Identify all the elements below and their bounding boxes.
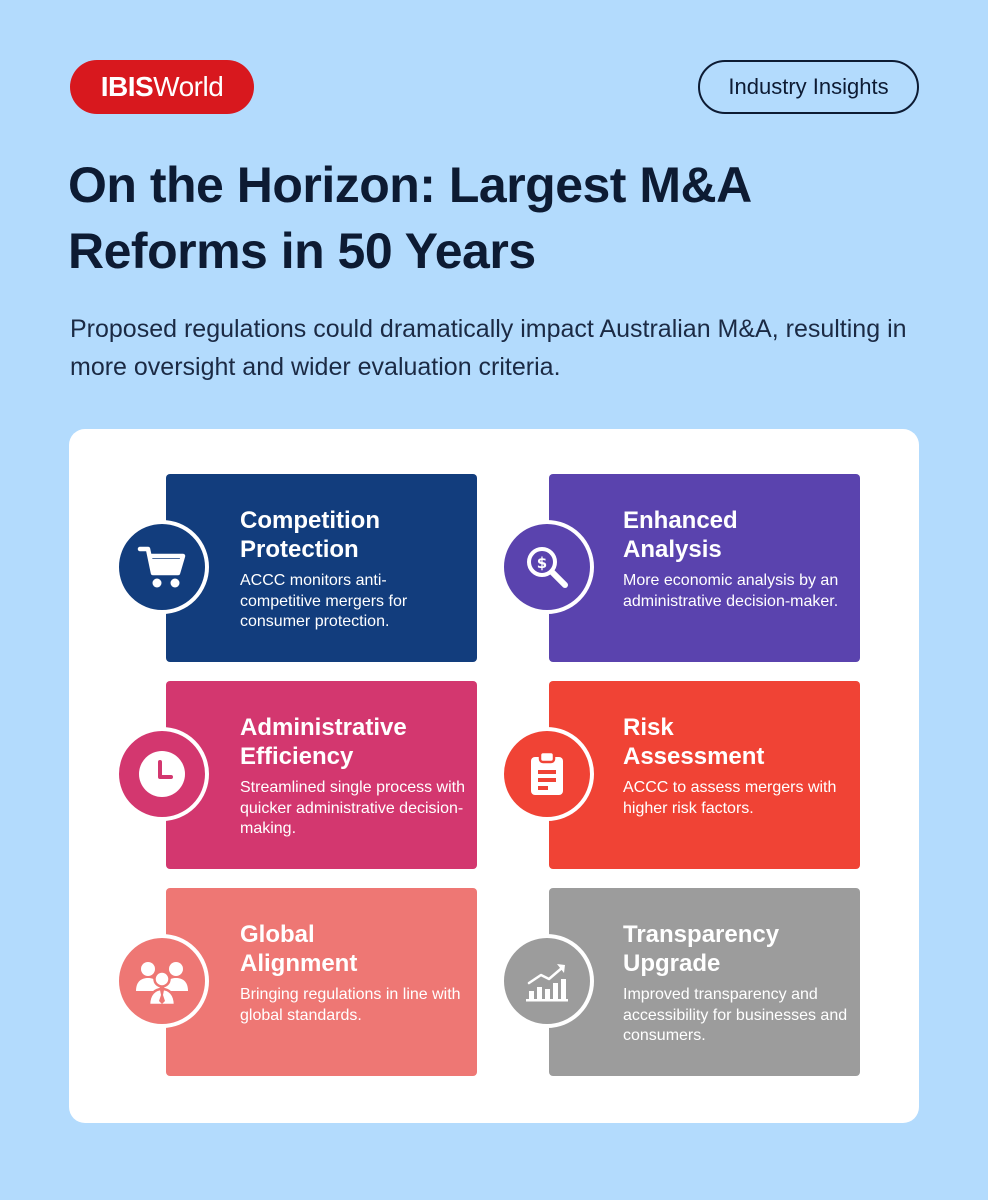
logo-light-text: World <box>153 71 224 102</box>
page-subtitle: Proposed regulations could dramatically impact Australian M&A, resulting in more oversight and wider evaluation criteria. <box>70 315 907 381</box>
dollar-magnifier-icon <box>500 520 594 614</box>
card-global-alignment <box>166 888 477 1076</box>
card-description: ACCC to assess mergers with higher risk factors. <box>623 779 837 817</box>
people-group-icon <box>115 934 209 1028</box>
card-title: Enhanced Analysis <box>623 507 738 563</box>
card-description: Streamlined single process with quicker administrative decision-making. <box>240 779 465 837</box>
card-title: Administrative Efficiency <box>240 714 407 770</box>
card-description: ACCC monitors anti-competitive mergers for consumer protection. <box>240 572 408 630</box>
clipboard-icon <box>500 727 594 821</box>
card-title: Transparency Upgrade <box>623 921 780 977</box>
card-enhanced-analysis <box>549 474 860 662</box>
card-administrative-efficiency <box>166 681 477 869</box>
clock-icon <box>115 727 209 821</box>
card-competition-protection <box>166 474 477 662</box>
card-title: Risk Assessment <box>623 714 765 770</box>
card-title: Global Alignment <box>240 921 358 977</box>
card-description: More economic analysis by an administrative decision-maker. <box>623 572 839 610</box>
card-risk-assessment <box>549 681 860 869</box>
card-description: Improved transparency and accessibility for businesses and consumers. <box>623 986 848 1044</box>
card-title: Competition Protection <box>240 507 380 563</box>
svg-text:$: $ <box>536 554 548 572</box>
industry-insights-tag: Industry Insights <box>698 60 919 114</box>
card-description: Bringing regulations in line with global standards. <box>240 986 461 1024</box>
page-title: On the Horizon: Largest M&A Reforms in 50 Years <box>68 157 750 279</box>
shopping-cart-icon <box>115 520 209 614</box>
logo-bold-text: IBIS <box>100 71 154 102</box>
growth-chart-icon <box>500 934 594 1028</box>
card-transparency-upgrade <box>549 888 860 1076</box>
ibisworld-logo <box>70 60 254 114</box>
